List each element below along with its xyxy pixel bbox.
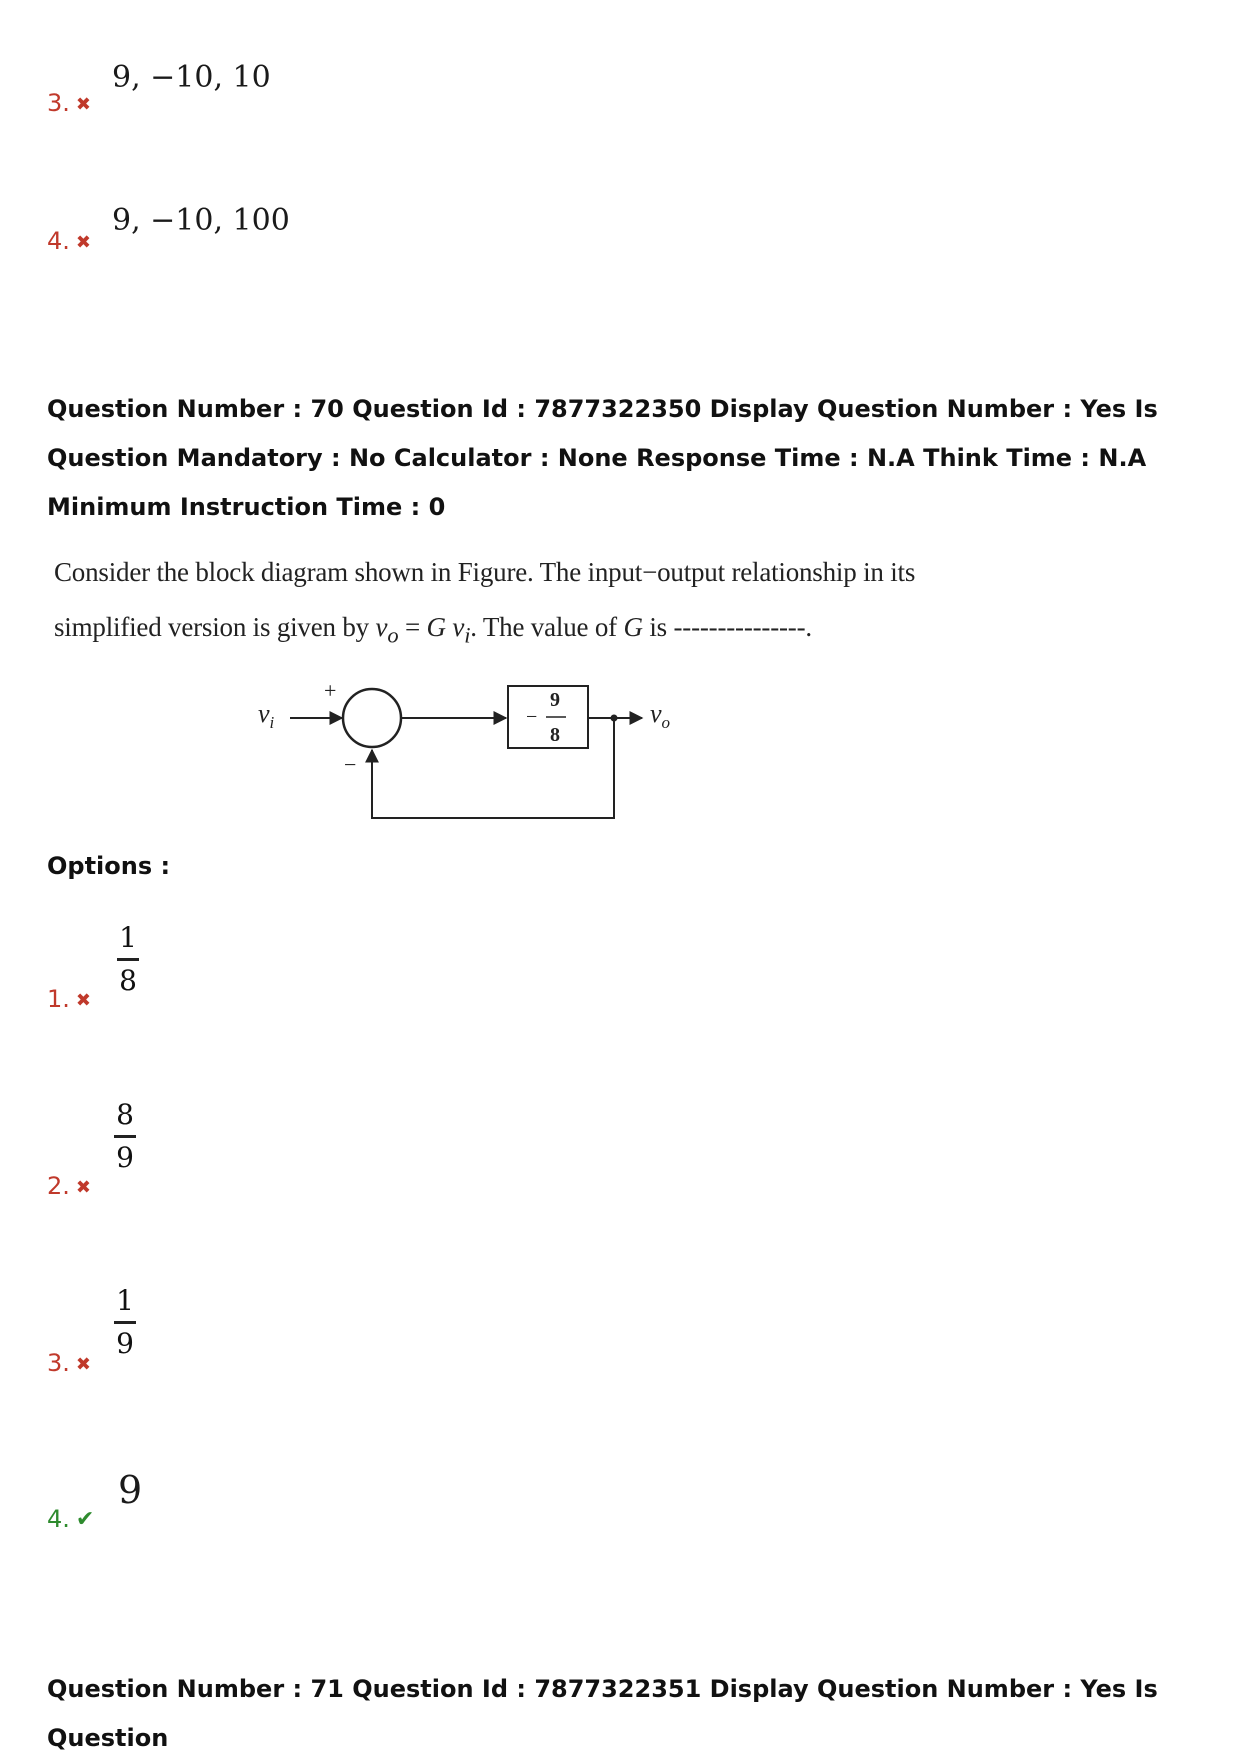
cross-icon: ✖ — [75, 232, 91, 253]
option-4 — [47, 1505, 94, 1533]
option-3-fraction — [114, 1284, 136, 1360]
option-1 — [47, 985, 91, 1013]
fraction-bar — [114, 1321, 136, 1324]
denominator: 9 — [116, 1327, 134, 1360]
option-value: 9, −10, 100 — [112, 203, 290, 238]
numerator: 8 — [116, 1098, 134, 1131]
option-3 — [47, 89, 91, 117]
cross-icon: ✖ — [75, 990, 91, 1011]
denominator: 8 — [119, 964, 137, 997]
block-numerator: 9 — [550, 689, 560, 711]
question-meta: Question Number : 70 Question Id : 7877322350 Display Question Number : Yes Is Question Mandatory : No Calculator : None Response Time : N.A Think Time : N.A Minimum Instruction Time : 0 — [47, 395, 1158, 521]
block-denominator: 8 — [550, 724, 560, 746]
option-number: 2. — [47, 1172, 70, 1200]
fraction-bar — [114, 1135, 136, 1138]
numerator: 1 — [116, 1284, 134, 1317]
minus-sign: − — [344, 752, 357, 777]
option-value: 9, −10, 10 — [112, 60, 271, 95]
option-4 — [47, 227, 91, 255]
options-heading: Options : — [47, 852, 171, 880]
block-sign: − — [526, 706, 538, 728]
option-number: 1. — [47, 985, 70, 1013]
check-icon: ✔ — [75, 1507, 95, 1532]
summing-junction — [343, 689, 401, 747]
input-label: $v_i$ — [258, 699, 275, 732]
numerator: 1 — [119, 921, 137, 954]
block-diagram — [250, 672, 700, 837]
cross-icon: ✖ — [75, 1354, 91, 1375]
output-label: $v_o$ — [650, 699, 671, 732]
option-number: 4. — [47, 1505, 70, 1533]
stem-line-1: Consider the block diagram shown in Figure. The input−output relationship in its — [54, 557, 916, 587]
option-number: 3. — [47, 1349, 70, 1377]
stem-line-2: simplified version is given by $v_o = G$ $v_i$. The value of G is ---------------. — [54, 612, 812, 648]
plus-sign: + — [324, 678, 337, 703]
option-number: 4. — [47, 227, 70, 255]
option-2 — [47, 1172, 91, 1200]
option-2-fraction — [114, 1098, 136, 1174]
option-4-value: 9 — [118, 1468, 143, 1512]
option-number: 3. — [47, 89, 70, 117]
question-stem — [54, 545, 915, 662]
option-1-fraction — [117, 921, 139, 997]
cross-icon: ✖ — [75, 94, 91, 115]
fraction-bar — [117, 958, 139, 961]
option-3 — [47, 1349, 91, 1377]
question-meta-next: Question Number : 71 Question Id : 7877322351 Display Question Number : Yes Is Question — [47, 1675, 1158, 1752]
cross-icon: ✖ — [75, 1177, 91, 1198]
denominator: 9 — [116, 1141, 134, 1174]
